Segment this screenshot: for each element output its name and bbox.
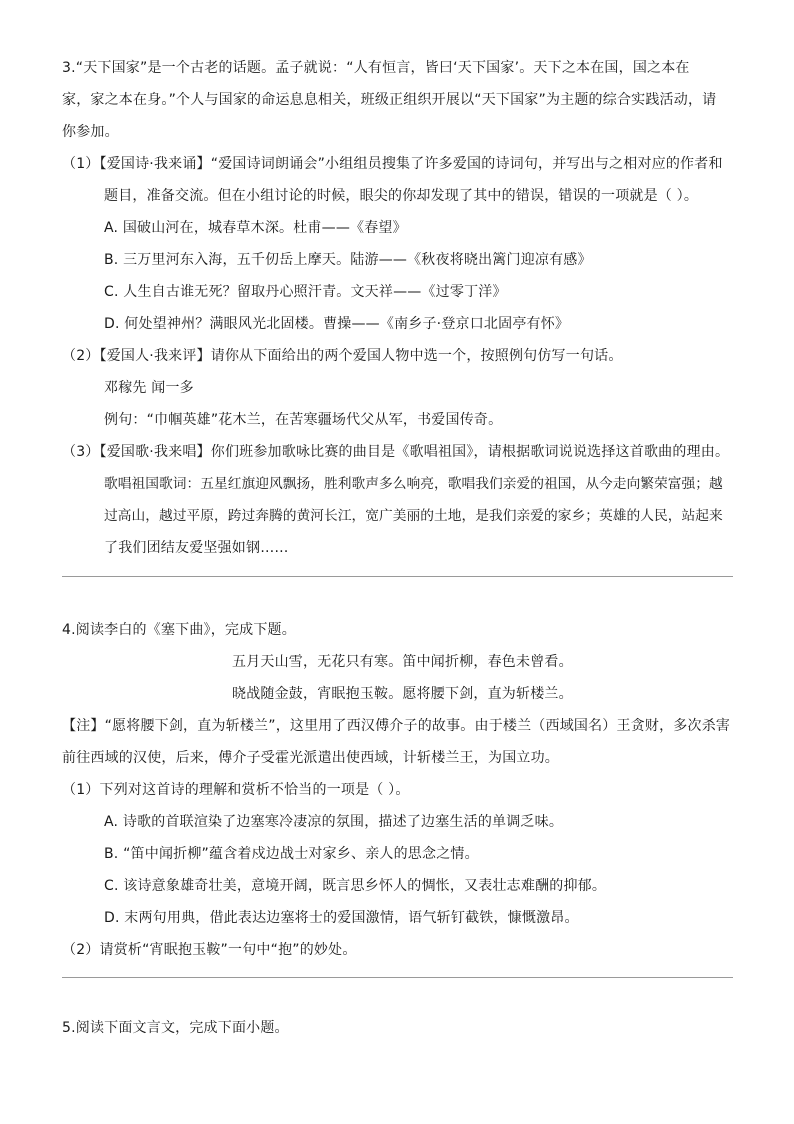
q3-sub1-option-c: C. 人生自古谁无死？留取丹心照汗青。文天祥——《过零丁洋》	[104, 284, 507, 300]
q3-sub3-text: （3）【爱国歌·我来唱】你们班参加歌咏比赛的曲目是《歌唱祖国》，请根据歌词说说选择这首歌曲的理由。	[62, 444, 730, 460]
q3-sub3-lyrics-line-3: 了我们团结友爱坚强如钢……	[104, 540, 289, 556]
q3-sub1-line-2: 题目，准备交流。但在小组讨论的时候，眼尖的你却发现了其中的错误，错误的一项就是（ ）。	[104, 188, 699, 204]
q4-sub1-option-a: A. 诗歌的首联渲染了边塞寒冷凄凉的氛围，描述了边塞生活的单调乏味。	[104, 814, 564, 830]
q3-sub1-option-a: A. 国破山河在，城春草木深。杜甫——《春望》	[104, 220, 407, 236]
q4-poem-line-2: 晓战随金鼓，宵眠抱玉鞍。愿将腰下剑，直为斩楼兰。	[232, 686, 573, 702]
q3-sub1-option-d: D. 何处望神州？满眼风光北固楼。曹操——《南乡子·登京口北固亭有怀》	[104, 316, 570, 332]
q3-sub1-option-b: B. 三万里河东入海，五千仞岳上摩天。陆游——《秋夜将晓出篱门迎凉有感》	[104, 252, 592, 268]
q3-sub3-lyrics-line-1: 歌唱祖国歌词：五星红旗迎风飘扬，胜利歌声多么响亮，歌唱我们亲爱的祖国，从今走向繁荣富强；越	[104, 476, 723, 492]
q3-sub2-text: （2）【爱国人·我来评】请你从下面给出的两个爱国人物中选一个，按照例句仿写一句话。	[62, 348, 623, 364]
q4-poem-line-1: 五月天山雪，无花只有寒。笛中闻折柳，春色未曾看。	[232, 654, 573, 670]
q4-sub1-text: （1）下列对这首诗的理解和赏析不恰当的一项是（ ）。	[62, 782, 410, 798]
q4-note-line-1: 【注】“愿将腰下剑，直为斩楼兰”，这里用了西汉傅介子的故事。由于楼兰（西域国名）王贪财，多次杀害	[62, 718, 731, 734]
q4-stem: 4.阅读李白的《塞下曲》，完成下题。	[62, 622, 296, 638]
q3-sub3-lyrics-line-2: 过高山，越过平原，跨过奔腾的黄河长江，宽广美丽的土地，是我们亲爱的家乡；英雄的人民，站起来	[104, 508, 723, 524]
q4-note-line-2: 前往西域的汉使，后来，傅介子受霍光派遣出使西域，计斩楼兰王，为国立功。	[62, 750, 559, 766]
q5-stem: 5.阅读下面文言文，完成下面小题。	[62, 1020, 289, 1036]
q3-stem-line-1: 3.“天下国家”是一个古老的话题。孟子就说：“人有恒言，皆曰‘天下国家’。天下之本在国，国之本在	[62, 60, 690, 76]
q4-sub1-option-b: B. “笛中闻折柳”蕴含着戍边战士对家乡、亲人的思念之情。	[104, 846, 479, 862]
q4-sub1-option-d: D. 末两句用典，借此表达边塞将士的爱国激情，语气斩钉截铁，慷慨激昂。	[104, 910, 579, 926]
q3-stem-line-3: 你参加。	[62, 124, 119, 140]
q4-sub2-text: （2）请赏析“宵眠抱玉鞍”一句中“抱”的妙处。	[62, 942, 357, 958]
q3-sub2-people: 邓稼先 闻一多	[104, 380, 194, 396]
q4-sub1-option-c: C. 该诗意象雄奇壮美，意境开阔，既言思乡怀人的惆怅，又表壮志难酬的抑郁。	[104, 878, 607, 894]
section-divider	[62, 977, 733, 978]
q3-sub1-line-1: （1）【爱国诗·我来诵】“爱国诗词朗诵会”小组组员搜集了许多爱国的诗词句，并写出与之相对应的作者和	[62, 156, 723, 172]
q3-sub2-example: 例句：“巾帼英雄”花木兰，在苦寒疆场代父从军，书爱国传奇。	[104, 412, 503, 428]
q3-stem-line-2: 家，家之本在身。”个人与国家的命运息息相关，班级正组织开展以“天下国家”为主题的综合实践活动，请	[62, 92, 717, 108]
section-divider	[62, 576, 733, 577]
